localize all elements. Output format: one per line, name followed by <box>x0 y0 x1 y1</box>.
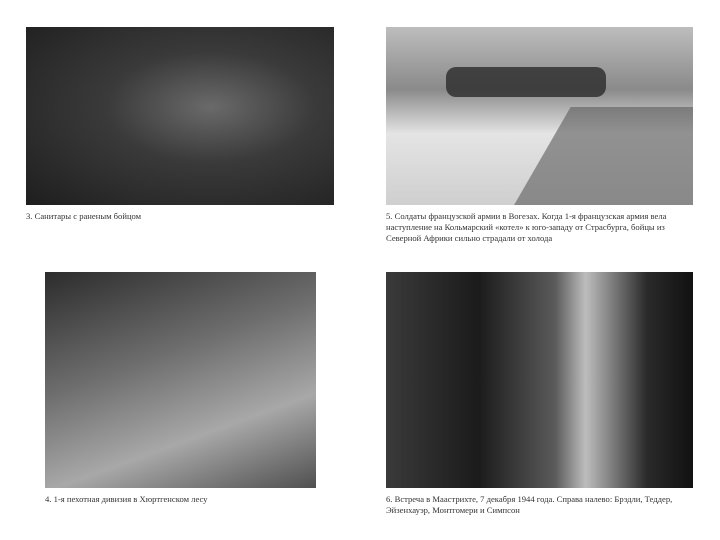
photo-infantry-hurtgen-forest <box>45 272 316 488</box>
photo-medics-with-wounded <box>26 27 334 205</box>
photo-french-soldiers-vosges <box>386 27 693 205</box>
caption-photo-6: 6. Встреча в Маастрихте, 7 декабря 1944 года. Справа налево: Брэдли, Теддер, Эйзенхауэр, Монтгомери и Симпсон <box>386 494 673 515</box>
soldiers-column <box>446 67 606 97</box>
caption-photo-4: 4. 1-я пехотная дивизия в Хюртгенском лесу <box>45 494 208 504</box>
caption-photo-3: 3. Санитары с раненым бойцом <box>26 211 142 221</box>
photo-maastricht-meeting <box>386 272 693 488</box>
caption-photo-5: 5. Солдаты французской армии в Вогезах. Когда 1-я французская армия вела наступление на Кольмарский «котел» к юго-западу от Страсбурга, бойцы из Северной Африки сильно страдали от холода <box>386 211 667 243</box>
snowy-road <box>501 107 693 205</box>
